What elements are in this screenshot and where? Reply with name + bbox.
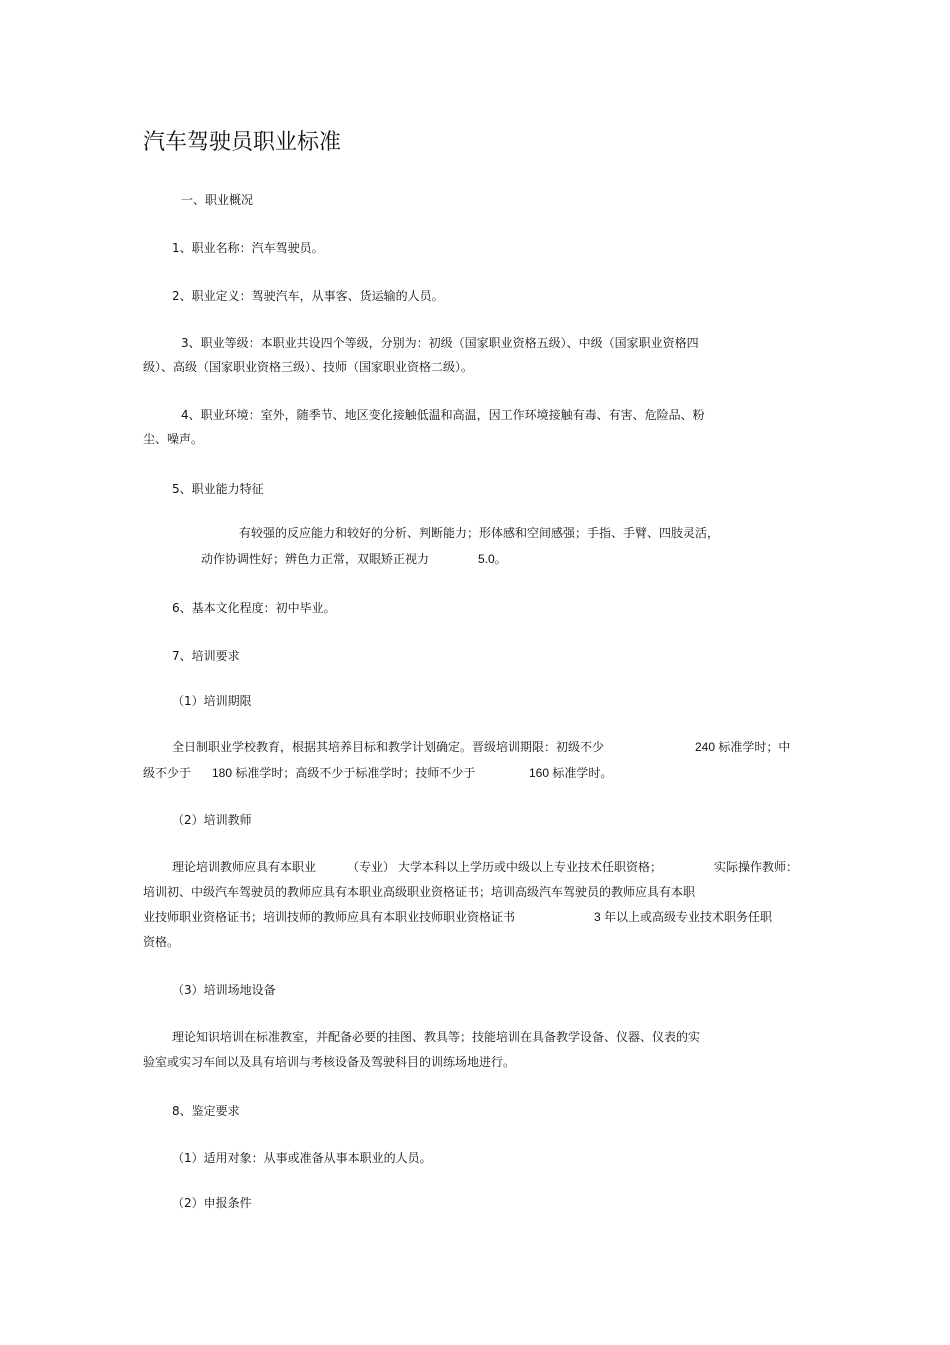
paragraph-facilities-line1: 理论知识培训在标准教室，并配备必要的挂图、教具等；技能培训在具备教学设备、仪器、仪表的实 [172, 1030, 701, 1044]
document-title: 汽车驾驶员职业标准 [143, 130, 342, 155]
paragraph-abilities-line1: 有较强的反应能力和较好的分析、判断能力；形体感和空间感强；手指、手臂、四肢灵活， [239, 526, 720, 540]
paragraph-teachers-line1b: （专业） [347, 860, 396, 874]
paragraph-teachers-line1d: 实际操作教师： [714, 860, 799, 874]
paragraph-occupation-definition: 2、职业定义：驾驶汽车，从事客、货运输的人员。 [172, 289, 444, 303]
paragraph-occupation-name: 1、职业名称：汽车驾驶员。 [172, 241, 324, 255]
paragraph-environment-line2: 尘、噪声。 [143, 432, 204, 446]
paragraph-teachers-line4: 资格。 [143, 935, 180, 949]
paragraph-facilities-line2: 验室或实习车间以及具有培训与考核设备及驾驶科目的训练场地进行。 [143, 1055, 516, 1069]
paragraph-environment-line1: 4、职业环境：室外，随季节、地区变化接触低温和高温，因工作环境接触有毒、有害、危险品、粉 [181, 408, 705, 422]
paragraph-teachers-line1c: 大学本科以上学历或中级以上专业技术任职资格； [398, 860, 663, 874]
section-heading-training: 7、培训要求 [172, 649, 240, 663]
paragraph-training-period-line2c: 160 标准学时。 [529, 766, 613, 780]
paragraph-teachers-line1a: 理论培训教师应具有本职业 [172, 860, 317, 874]
paragraph-training-period-line2b: 180 标准学时；高级不少于标准学时；技师不少于 [212, 766, 476, 780]
paragraph-teachers-line3b: 3 年以上或高级专业技术职务任职 [594, 910, 773, 924]
paragraph-occupation-levels-line2: 级）、高级（国家职业资格三级）、技师（国家职业资格二级）。 [143, 360, 474, 374]
subheading-target-audience: （1）适用对象：从事或准备从事本职业的人员。 [172, 1151, 432, 1165]
paragraph-occupation-levels-line1: 3、职业等级：本职业共设四个等级，分别为：初级（国家职业资格五级）、中级（国家职业资格四 [181, 336, 699, 350]
subheading-training-period: （1）培训期限 [172, 694, 252, 708]
paragraph-training-period-line2a: 级不少于 [143, 766, 192, 780]
paragraph-training-period-hours-a: 240 标准学时；中 [695, 740, 791, 754]
subheading-training-teachers: （2）培训教师 [172, 813, 252, 827]
section-heading-abilities: 5、职业能力特征 [172, 482, 264, 496]
paragraph-teachers-line2: 培训初、中级汽车驾驶员的教师应具有本职业高级职业资格证书；培训高级汽车驾驶员的教师应具有本职 [143, 885, 696, 899]
subheading-application-conditions: （2）申报条件 [172, 1196, 252, 1210]
paragraph-abilities-line2: 动作协调性好；辨色力正常，双眼矫正视力 [201, 552, 430, 566]
vision-value: 5.0。 [478, 552, 507, 566]
section-heading-assessment: 8、鉴定要求 [172, 1104, 240, 1118]
paragraph-education: 6、基本文化程度：初中毕业。 [172, 601, 336, 615]
subheading-training-facilities: （3）培训场地设备 [172, 983, 276, 997]
paragraph-teachers-line3a: 业技师职业资格证书；培训技师的教师应具有本职业技师职业资格证书 [143, 910, 516, 924]
section-heading-overview: 一、职业概况 [181, 193, 254, 207]
paragraph-training-period-line1: 全日制职业学校教育，根据其培养目标和教学计划确定。晋级培训期限：初级不少 [172, 740, 605, 754]
